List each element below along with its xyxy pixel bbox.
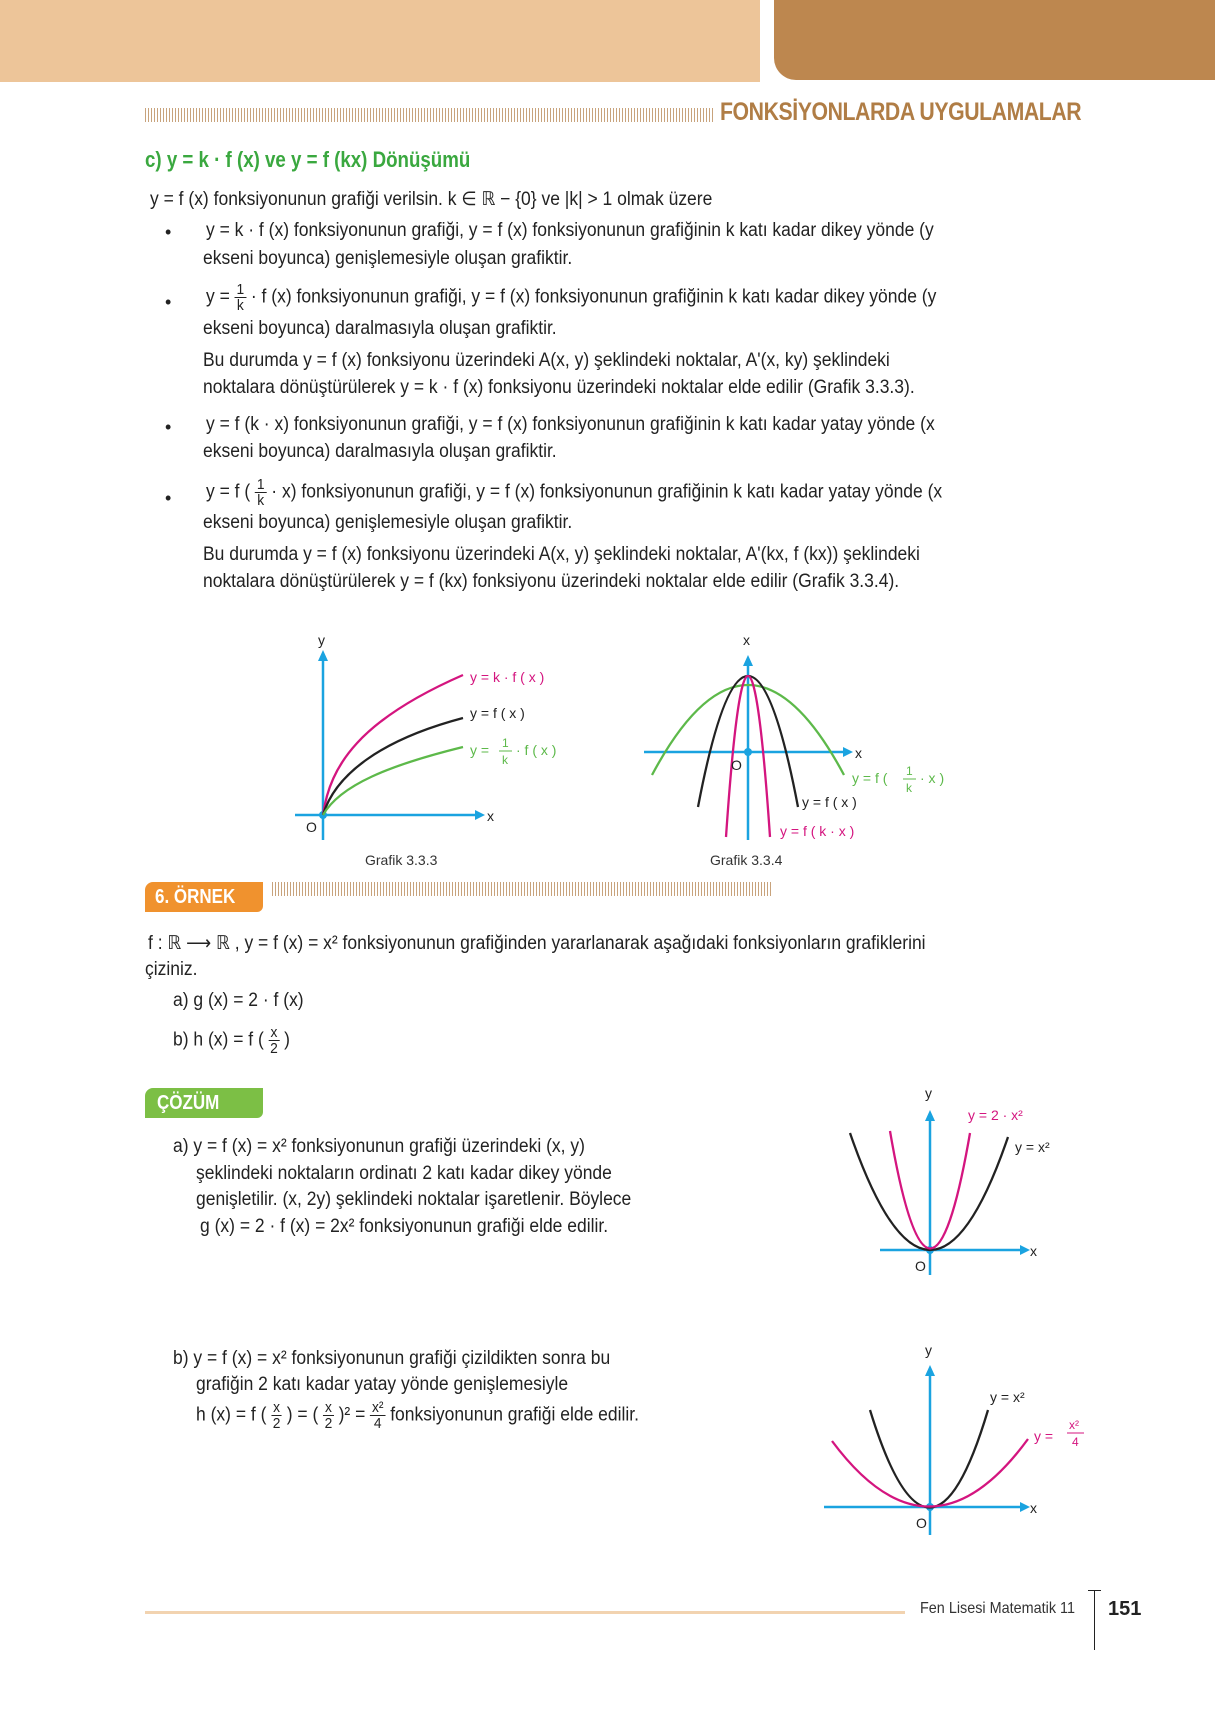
svg-text:k: k bbox=[502, 753, 508, 767]
svg-text:O: O bbox=[731, 757, 742, 773]
example-part-b: b) h (x) = f ( $\frac{x}{2}$ ) bbox=[173, 1024, 290, 1057]
fraction: $\frac{1}{k}$ bbox=[236, 281, 245, 314]
solution-b-line1: b) y = f (x) = x² fonksiyonunun grafiği çizildikten sonra bu bbox=[173, 1348, 611, 1369]
svg-text:x: x bbox=[743, 632, 750, 648]
bullet-2-note1: Bu durumda y = f (x) fonksiyonu üzerindeki A(x, y) şeklindeki noktalar, A'(x, ky) şeklindeki bbox=[203, 350, 890, 371]
svg-text:O: O bbox=[915, 1258, 926, 1274]
example-statement-line2: çiziniz. bbox=[145, 959, 198, 980]
svg-text:4: 4 bbox=[1072, 1435, 1079, 1449]
example-part-a: a) g (x) = 2 · f (x) bbox=[173, 990, 304, 1011]
svg-text:y = 2 · x²: y = 2 · x² bbox=[968, 1107, 1023, 1123]
svg-text:O: O bbox=[306, 819, 317, 835]
footer-book-title: Fen Lisesi Matematik 11 bbox=[920, 1600, 1075, 1617]
svg-text:x: x bbox=[487, 808, 494, 824]
svg-text:Grafik 3.3.3: Grafik 3.3.3 bbox=[365, 852, 438, 868]
bullet-icon: • bbox=[165, 292, 172, 312]
bullet-2-note2: noktalara dönüştürülerek y = k · f (x) fonksiyonu üzerindeki noktalar elde edilir (Grafik 3.3.3). bbox=[203, 377, 915, 398]
svg-text:y = f ( x ): y = f ( x ) bbox=[470, 705, 525, 721]
fraction: $\frac{x}{2}$ bbox=[324, 1399, 333, 1432]
svg-text:k: k bbox=[906, 781, 912, 795]
footer-rule bbox=[145, 1611, 905, 1614]
solution-graph-a bbox=[830, 1075, 1090, 1275]
header-band-right bbox=[774, 0, 1215, 80]
svg-text:y = x²: y = x² bbox=[990, 1389, 1025, 1405]
bullet-3-line1: y = f (k · x) fonksiyonunun grafiği, y = f (x) fonksiyonunun grafiğinin k katı kadar yatay yönde (x bbox=[206, 414, 935, 435]
solution-b-formula: h (x) = f ( $\frac{x}{2}$ ) = ( $\frac{x}{2}$ )² = $\frac{\text{x²}}{4}$ fonksiyonunun grafiği elde edilir. bbox=[196, 1399, 639, 1432]
svg-text:y = f ( k · x ): y = f ( k · x ) bbox=[780, 823, 855, 839]
bullet-1-line1: y = k · f (x) fonksiyonunun grafiği, y = f (x) fonksiyonunun grafiğinin k katı kadar dikey yönde (y bbox=[206, 220, 934, 241]
solution-a-line4: g (x) = 2 · f (x) = 2x² fonksiyonunun grafiği elde edilir. bbox=[200, 1216, 609, 1237]
fraction: $\frac{x}{2}$ bbox=[272, 1399, 281, 1432]
example-badge: 6. ÖRNEK bbox=[145, 882, 263, 912]
footer-divider bbox=[1094, 1590, 1095, 1650]
decorative-tick-rule bbox=[145, 108, 715, 122]
bullet-2-line1: y = $\frac{1}{k}$ · f (x) fonksiyonunun grafiği, y = f (x) fonksiyonunun grafiğinin k katı kadar dikey yönde (y bbox=[206, 281, 937, 314]
solution-badge: ÇÖZÜM bbox=[145, 1088, 263, 1118]
decorative-tick-rule bbox=[272, 882, 772, 896]
svg-text:y = f ( x ): y = f ( x ) bbox=[802, 794, 857, 810]
svg-text:1: 1 bbox=[906, 764, 913, 778]
solution-a-line1: a) y = f (x) = x² fonksiyonunun grafiği üzerindeki (x, y) bbox=[173, 1136, 585, 1157]
svg-text:y = k · f ( x ): y = k · f ( x ) bbox=[470, 669, 545, 685]
svg-text:· f ( x ): · f ( x ) bbox=[516, 742, 557, 758]
fraction: $\frac{1}{k}$ bbox=[256, 476, 265, 509]
svg-text:y =: y = bbox=[1034, 1428, 1054, 1444]
bullet-1-line2: ekseni boyunca) genişlemesiyle oluşan grafiktir. bbox=[203, 248, 573, 269]
svg-text:y: y bbox=[925, 1342, 932, 1358]
solution-b-line2: grafiğin 2 katı kadar yatay yönde genişlemesiyle bbox=[196, 1374, 569, 1395]
page-number: 151 bbox=[1108, 1598, 1142, 1620]
bullet-icon: • bbox=[165, 488, 172, 508]
svg-text:x²: x² bbox=[1069, 1418, 1079, 1432]
bullet-4-note2: noktalara dönüştürülerek y = f (kx) fonksiyonu üzerindeki noktalar elde edilir (Grafik 3.3.4). bbox=[203, 571, 900, 592]
svg-text:y: y bbox=[925, 1085, 932, 1101]
svg-text:Grafik 3.3.4: Grafik 3.3.4 bbox=[710, 852, 783, 868]
fraction: $\frac{\text{x²}}{4}$ bbox=[371, 1399, 384, 1432]
svg-text:x: x bbox=[1030, 1243, 1037, 1259]
example-statement-line1: f : ℝ ⟶ ℝ , y = f (x) = x² fonksiyonunun grafiğinden yararlanarak aşağıdaki fonksiyonların grafiklerini bbox=[148, 933, 926, 954]
solution-a-line2: şeklindeki noktaların ordinatı 2 katı kadar dikey yönde bbox=[196, 1163, 612, 1184]
svg-text:y = x²: y = x² bbox=[1015, 1139, 1050, 1155]
solution-a-line3: genişletilir. (x, 2y) şeklindeki noktalar işaretlenir. Böylece bbox=[196, 1189, 632, 1210]
graph-3-3-3 bbox=[280, 625, 600, 875]
svg-text:y: y bbox=[318, 632, 325, 648]
svg-text:y = f (: y = f ( bbox=[852, 770, 888, 786]
svg-text:x: x bbox=[1030, 1500, 1037, 1516]
header-gap bbox=[760, 0, 770, 82]
header-band-left bbox=[0, 0, 760, 82]
graph-3-3-4 bbox=[630, 625, 970, 875]
bullet-3-line2: ekseni boyunca) daralmasıyla oluşan grafiktir. bbox=[203, 441, 557, 462]
bullet-4-line2: ekseni boyunca) genişlemesiyle oluşan grafiktir. bbox=[203, 512, 573, 533]
subsection-title: c) y = k · f (x) ve y = f (kx) Dönüşümü bbox=[145, 147, 471, 172]
svg-text:y =: y = bbox=[470, 742, 490, 758]
solution-graph-b bbox=[800, 1335, 1100, 1535]
bullet-2-line2: ekseni boyunca) daralmasıyla oluşan grafiktir. bbox=[203, 318, 557, 339]
svg-text:x: x bbox=[855, 745, 862, 761]
bullet-icon: • bbox=[165, 417, 172, 437]
svg-text:O: O bbox=[916, 1515, 927, 1531]
svg-text:1: 1 bbox=[502, 736, 509, 750]
fraction: $\frac{x}{2}$ bbox=[270, 1024, 278, 1057]
bullet-4-note1: Bu durumda y = f (x) fonksiyonu üzerindeki A(x, y) şeklindeki noktalar, A'(kx, f (kx)) şeklindeki bbox=[203, 544, 920, 565]
svg-text:· x ): · x ) bbox=[920, 770, 945, 786]
intro-text: y = f (x) fonksiyonunun grafiği verilsin. k ∈ ℝ − {0} ve |k| > 1 olmak üzere bbox=[150, 189, 713, 210]
bullet-icon: • bbox=[165, 222, 172, 242]
bullet-4-line1: y = f ( $\frac{1}{k}$ · x) fonksiyonunun grafiği, y = f (x) fonksiyonunun grafiğinin k katı kadar yatay yönde (x bbox=[206, 476, 943, 509]
section-title: FONKSİYONLARDA UYGULAMALAR bbox=[720, 98, 1082, 126]
